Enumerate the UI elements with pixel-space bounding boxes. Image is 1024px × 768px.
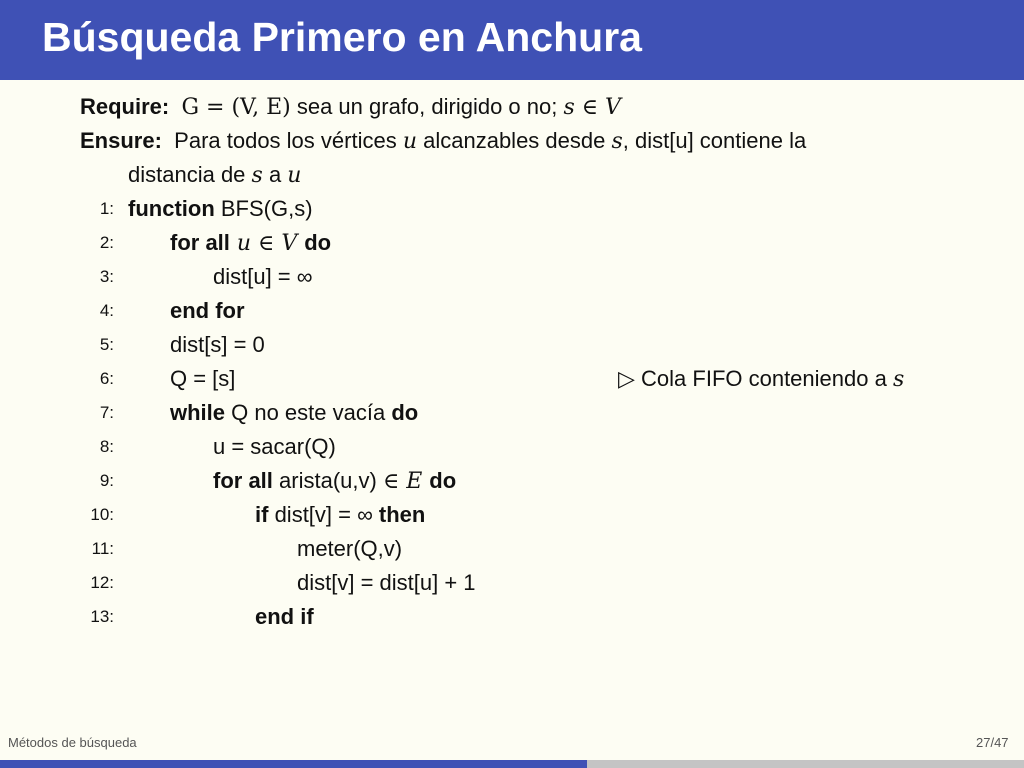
ensure-text-2: alcanzables desde [417, 128, 612, 153]
line-number: 13: [90, 607, 114, 626]
keyword: for all [213, 468, 273, 493]
require-text: sea un grafo, dirigido o no; [290, 94, 564, 119]
ensure-math-u2: u [287, 163, 302, 188]
keyword: do [391, 400, 419, 425]
code-line [0, 430, 1024, 464]
code-text: Q = [s] [170, 366, 236, 391]
keyword: if [255, 502, 269, 527]
code-text: dist[s] = 0 [170, 332, 265, 357]
comment-math: s [892, 367, 905, 392]
code-text: dist[v] = ∞ [268, 502, 379, 527]
line-number: 9: [99, 471, 114, 490]
line-number: 6: [99, 369, 114, 388]
code-math: ∈ E [382, 469, 430, 494]
code-comment [618, 362, 904, 397]
ensure-text-3: , dist[u] contiene la [622, 128, 807, 153]
keyword: end for [170, 298, 245, 323]
code-line [0, 362, 1024, 396]
ensure-text-4: distancia de [128, 162, 252, 187]
code-text: arista(u,v) [272, 468, 383, 493]
footer-section-title: Métodos de búsqueda [8, 735, 137, 750]
code-text: Q no este vacía [225, 400, 392, 425]
code-line [0, 294, 1024, 328]
keyword: then [378, 502, 426, 527]
code-text: BFS(G,s) [214, 196, 313, 221]
require-line [80, 90, 621, 124]
code-line [0, 600, 1024, 634]
line-number: 2: [99, 233, 114, 252]
line-number: 3: [99, 267, 114, 286]
ensure-line-2 [128, 158, 301, 192]
code-math: u ∈ V [229, 231, 305, 256]
ensure-text-5: a [262, 162, 288, 187]
footer-page-number: 27/47 [976, 735, 1009, 750]
line-number: 12: [90, 573, 114, 592]
slide-title: Búsqueda Primero en Anchura [42, 14, 642, 60]
progress-bar-filled [0, 760, 587, 768]
code-line [0, 532, 1024, 566]
code-text: u = sacar(Q) [213, 434, 336, 459]
ensure-math-s2: s [251, 163, 263, 188]
ensure-math-u: u [402, 129, 417, 154]
code-line [0, 328, 1024, 362]
keyword: while [170, 400, 226, 425]
line-number: 5: [99, 335, 114, 354]
line-number: 8: [99, 437, 114, 456]
code-line [0, 498, 1024, 532]
code-text: dist[v] = dist[u] + 1 [297, 570, 476, 595]
code-line [0, 464, 1024, 498]
ensure-text-1: Para todos los vértices [174, 128, 403, 153]
code-line [0, 226, 1024, 260]
code-line [0, 260, 1024, 294]
keyword: function [128, 196, 215, 221]
line-number: 11: [91, 539, 114, 558]
code-text: dist[u] = ∞ [213, 264, 313, 289]
title-bar [0, 0, 1024, 80]
line-number: 4: [99, 301, 114, 320]
line-number: 7: [99, 403, 114, 422]
line-number: 10: [90, 505, 114, 524]
keyword: end if [255, 604, 314, 629]
require-math-source: s ∈ V [563, 95, 621, 120]
line-number: 1: [99, 199, 114, 218]
ensure-math-s: s [611, 129, 623, 154]
code-text: meter(Q,v) [297, 536, 403, 561]
ensure-line [80, 124, 806, 158]
keyword: do [429, 468, 457, 493]
code-line [0, 192, 1024, 226]
ensure-label: Ensure: [80, 128, 162, 153]
require-label: Require: [80, 94, 170, 119]
keyword: for all [170, 230, 230, 255]
code-line [0, 396, 1024, 430]
require-math-graph: G = (V, E) [181, 95, 291, 120]
code-line [0, 566, 1024, 600]
comment-text: ▷ Cola FIFO conteniendo a [618, 366, 893, 391]
progress-bar-track [587, 760, 1024, 768]
keyword: do [304, 230, 332, 255]
